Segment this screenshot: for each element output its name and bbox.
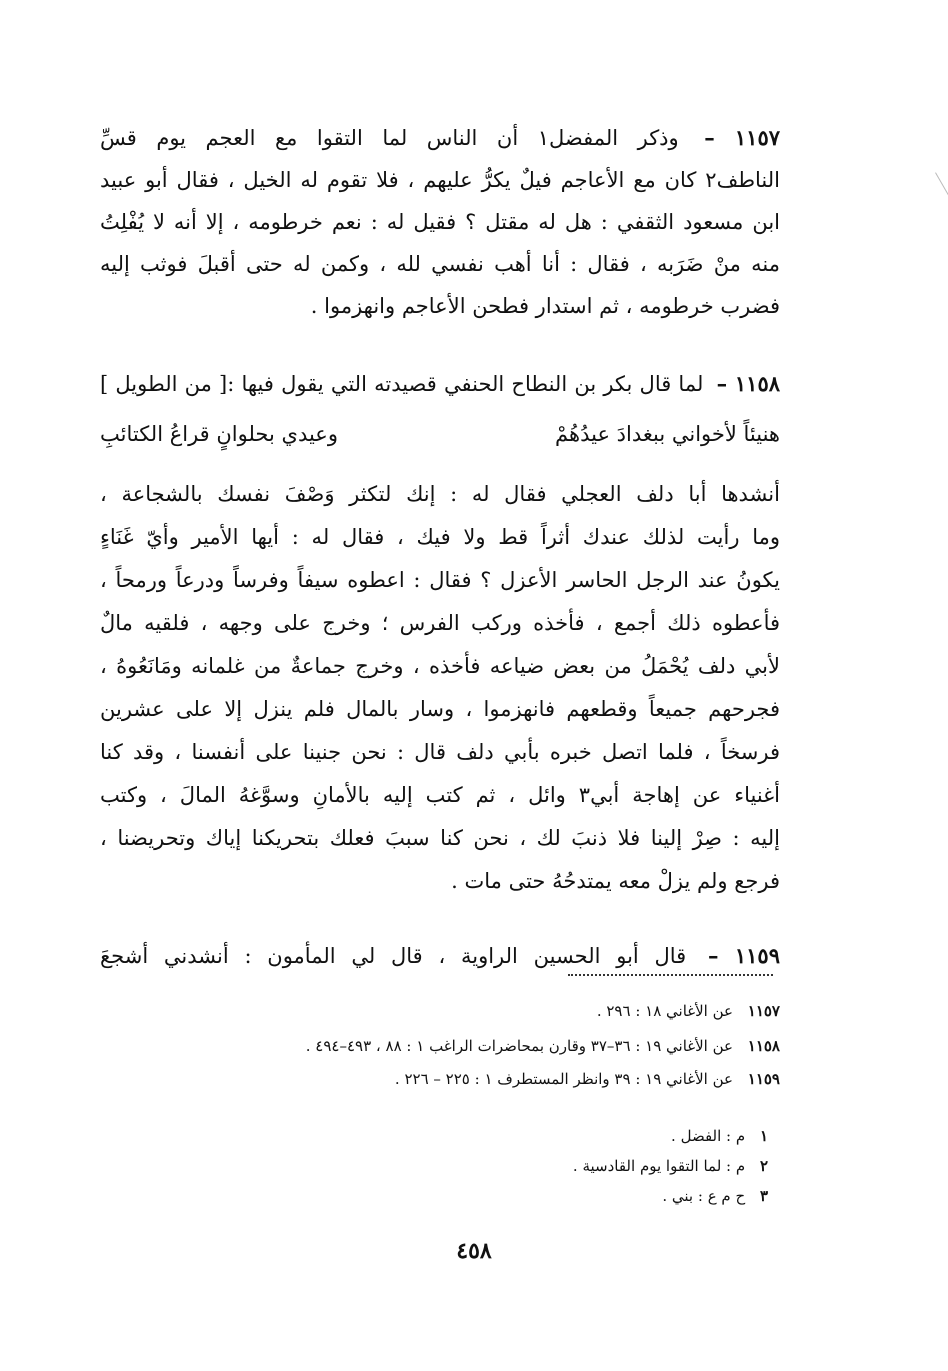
source-text: عن الأغاني ١٨ : ٢٩٦ . <box>596 1002 733 1020</box>
entry-1158-line-2: وما رأيت لذلك عندك أثراً قط ولا فيك ، فقال له : أيها الأمير وأيّ غَنَاءٍ <box>100 525 780 549</box>
entry-1158-line-4: فأعطوه ذلك أجمع ، فأخذه وركب الفرس ؛ وخرج على وجهه ، فلقيه مالٌ <box>100 611 780 635</box>
source-text: عن الأغاني ١٩ : ٣٦–٣٧ وقارن بمحاضرات الراغب ١ : ٨٨ ، ٤٩٣–٤٩٤ . <box>305 1037 733 1055</box>
source-1157 <box>597 1000 780 1022</box>
entry-1157-line-2: الناطف٢ كان مع الأعاجم فيلٌ يكرُّ عليهم ، فلا تقوم له الخيل ، فقال أبو عبيد <box>100 168 780 192</box>
verse <box>100 414 780 454</box>
source-number: ١١٥٧ <box>747 1002 780 1020</box>
entry-text: وذكر المفضل١ أن الناس لما التقوا مع العجم يوم قسِّ <box>100 126 679 150</box>
entry-1158-line-9: إليه : صِرْ إلينا فلا ذنبَ لك ، نحن كنا سببَ فعلك بتحريكنا إياك وتحريضنا ، <box>100 826 780 850</box>
note-3 <box>662 1185 768 1207</box>
verse-first-hemistich: هنيئاً لأخواني ببغدادَ عيدُهُمْ <box>555 422 780 446</box>
entry-1158-line-8: أغنياء عن إهاجة أبي٣ وائل ، ثم كتب إليه بالأمانِ وسوَّغهُ المالَ ، وكتب <box>100 783 780 807</box>
note-text: ح م ع : بني . <box>662 1187 746 1205</box>
entry-text: قال أبو الحسين الراوية ، قال لي المأمون : أنشدني أشجعَ <box>100 944 687 968</box>
entry-1158-line-6: فجرحهم جميعاً وقطعهم فانهزموا ، وسار بالمال فلم ينزل إلا على عشرين <box>100 697 780 721</box>
entry-1157-line-3: ابن مسعود الثقفي : هل له مقتل ؟ فقيل له : نعم خرطومه ، إلا أنه لا يُفْلِتُ <box>100 210 780 234</box>
entry-1158-line-1: أنشدها أبا دلف العجلي فقال له : إنك لتكثر وَصْفَ نفسك بالشجاعة ، <box>100 482 780 506</box>
note-number: ٢ <box>759 1157 768 1175</box>
entry-1157 <box>100 118 780 338</box>
note-text: م : لما التقوا يوم القادسية . <box>572 1157 746 1175</box>
entry-number: ١١٥٩ – <box>707 943 780 968</box>
entry-1157-line-4: منه منْ ضَرَبه ، فقال : أنا أهب نفسي لله ، وكمن له حتى أقبلَ فوثب إليه <box>100 252 780 276</box>
note-number: ١ <box>759 1127 768 1145</box>
note-1 <box>671 1125 768 1147</box>
source-1158 <box>306 1035 780 1057</box>
entry-number: ١١٥٧ – <box>704 125 780 150</box>
entry-1159 <box>100 936 780 978</box>
entry-1158-line-10: فرجع ولم يزلْ معه يمتدحُهُ حتى مات . <box>451 869 780 893</box>
note-2 <box>573 1155 768 1177</box>
scan-edge-mark <box>935 172 948 207</box>
entry-1157-line-1 <box>100 118 780 158</box>
note-number: ٣ <box>759 1187 768 1205</box>
verse-second-hemistich: وعيدي بحلوانٍ قراعُ الكتائبِ <box>100 422 338 446</box>
page-number: ٤٥٨ <box>456 1238 492 1264</box>
footnote-separator <box>568 974 773 976</box>
entry-1158-line-3: يكونُ عند الرجل الحاسر الأعزل ؟ فقال : اعطوه سيفاً وفرساً ودرعاً ورمحاً ، <box>100 568 780 592</box>
entry-intro-text: لما قال بكر بن النطاح الحنفي قصيدته التي يقول فيها :[ من الطويل ] <box>100 372 704 396</box>
entry-number: ١١٥٨ – <box>716 371 780 396</box>
source-1159 <box>395 1068 780 1090</box>
source-number: ١١٥٩ <box>747 1070 780 1088</box>
entry-1157-line-5: فضرب خرطومه ، ثم استدار فطحن الأعاجم وانهزموا . <box>310 294 780 318</box>
source-text: عن الأغاني ١٩ : ٣٩ وانظر المستطرف ١ : ٢٢٥ – ٢٢٦ . <box>394 1070 733 1088</box>
entry-1158-intro <box>100 364 780 404</box>
entry-1158-line-5: لأبي دلف يُحْمَلُ من بعض ضياعه فأخذه ، وخرج جماعةٌ من غلمانه ومَانَعُوهُ ، <box>100 654 780 678</box>
entry-1158-line-7: فرسخاً ، فلما اتصل خبره بأبي دلف قال : نحن جنينا على أنفسنا ، وقد كنا <box>100 740 780 764</box>
entry-1158-body <box>100 474 780 914</box>
entry-1159-line-1 <box>100 936 780 976</box>
source-number: ١١٥٨ <box>747 1037 780 1055</box>
note-text: م : الفضل . <box>671 1127 746 1145</box>
